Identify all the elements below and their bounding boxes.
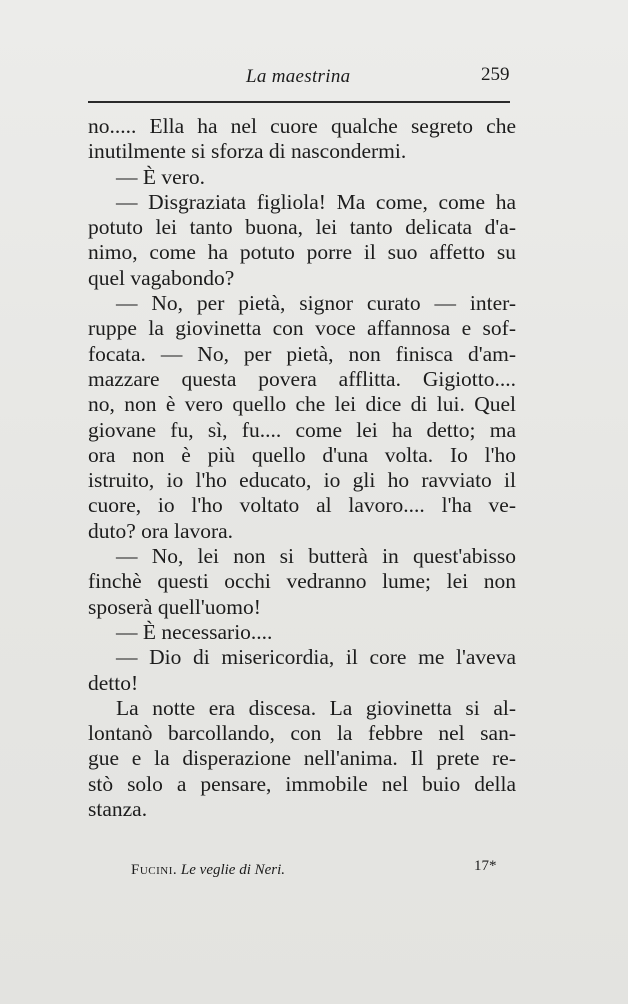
- text-line: — Dio di misericordia, il core me l'aveva: [116, 645, 516, 670]
- footer-signature-title: [131, 862, 285, 879]
- header-rule: [88, 101, 510, 103]
- text-line: La notte era discesa. La giovinetta si al-: [116, 695, 516, 720]
- text-line: focata. — No, per pietà, non finisca d'am-: [88, 341, 516, 366]
- running-title: La maestrina: [246, 66, 351, 87]
- text-line: sposerà quell'uomo!: [88, 594, 261, 619]
- body-text: [88, 114, 516, 822]
- text-line: inutilmente si sforza di nascondermi.: [88, 139, 407, 164]
- text-line: duto? ora lavora.: [88, 518, 234, 543]
- text-line: lontanò barcollando, con la febbre nel san-: [88, 721, 516, 746]
- text-line: — Disgraziata figliola! Ma come, come ha: [116, 189, 516, 214]
- text-line: no, non è vero quello che lei dice di lui. Quel: [88, 392, 516, 417]
- text-line: ora non è più quello d'una volta. Io l'ho: [88, 442, 516, 467]
- text-line: ruppe la giovinetta con voce affannosa e sof-: [88, 316, 516, 341]
- text-line: — No, lei non si butterà in quest'abisso: [116, 544, 516, 569]
- footer-author: Fucini.: [131, 862, 178, 878]
- signature-mark: 17*: [474, 858, 497, 874]
- footer-work-title: Le veglie di Neri.: [180, 862, 286, 878]
- text-line: istruito, io l'ho educato, io gli ho ravviato il: [88, 468, 516, 493]
- text-line: — È vero.: [116, 164, 205, 189]
- text-line: quel vagabondo?: [88, 265, 235, 290]
- text-line: — È necessario....: [116, 619, 273, 644]
- text-line: potuto lei tanto buona, lei tanto delicata d'a-: [88, 215, 516, 240]
- text-line: cuore, io l'ho voltato al lavoro.... l'ha ve-: [88, 493, 516, 518]
- text-line: giovane fu, sì, fu.... come lei ha detto; ma: [88, 417, 516, 442]
- text-line: nimo, come ha potuto porre il suo affetto su: [88, 240, 516, 265]
- text-line: — No, per pietà, signor curato — inter-: [116, 291, 516, 316]
- text-line: stanza.: [88, 797, 148, 822]
- text-line: gue e la disperazione nell'anima. Il prete re-: [88, 746, 516, 771]
- text-line: finchè questi occhi vedranno lume; lei non: [88, 569, 516, 594]
- text-line: detto!: [88, 670, 139, 695]
- text-line: stò solo a pensare, immobile nel buio della: [88, 771, 516, 796]
- text-line: mazzare questa povera afflitta. Gigiotto....: [88, 366, 516, 391]
- text-line: no..... Ella ha nel cuore qualche segreto che: [88, 114, 516, 138]
- page-number: 259: [481, 64, 510, 85]
